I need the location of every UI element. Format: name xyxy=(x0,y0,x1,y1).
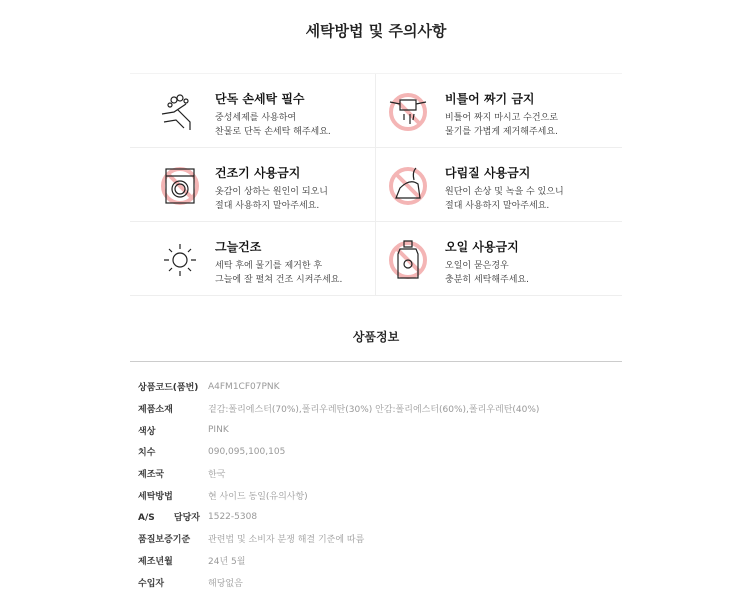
info-row xyxy=(138,419,539,441)
info-label: 제조국 xyxy=(138,470,165,481)
product-info-title: 상품정보 xyxy=(352,330,400,344)
info-value: 1522-5308 xyxy=(208,511,258,522)
info-value: 관련법 및 소비자 분쟁 해결 기준에 따름 xyxy=(208,535,365,546)
info-label: 제조년월 xyxy=(138,556,173,567)
info-row xyxy=(138,550,539,572)
info-label: 상품코드(품번) xyxy=(138,383,199,394)
care-heading: 오일 사용금지 xyxy=(445,240,519,254)
info-label: A/S 담당자 xyxy=(138,513,200,524)
no-oil-icon xyxy=(388,240,428,280)
info-label: 제품소재 xyxy=(138,405,173,416)
care-desc: 중성세제를 사용하여 xyxy=(215,113,297,123)
info-label: 수입자 xyxy=(138,578,165,589)
sun-icon xyxy=(160,240,200,280)
care-heading: 단독 손세탁 필수 xyxy=(215,92,305,106)
divider xyxy=(130,361,622,362)
product-info-table xyxy=(138,376,539,593)
info-value: 해당없음 xyxy=(208,578,243,589)
care-item xyxy=(376,74,622,147)
info-row xyxy=(138,376,539,398)
care-desc: 물기를 가볍게 제거해주세요. xyxy=(445,127,558,137)
info-row xyxy=(138,398,539,420)
care-desc: 비틀어 짜지 마시고 수건으로 xyxy=(445,113,558,123)
info-row xyxy=(138,441,539,463)
care-grid xyxy=(130,73,622,296)
care-heading: 비틀어 짜기 금지 xyxy=(445,92,535,106)
info-value: PINK xyxy=(208,425,229,436)
care-desc: 충분히 세탁해주세요. xyxy=(445,275,529,285)
info-label: 색상 xyxy=(138,426,156,437)
care-desc: 절대 사용하지 말아주세요. xyxy=(215,201,320,211)
info-label: 품질보증기준 xyxy=(138,535,191,546)
care-desc: 옷감이 상하는 원인이 되오니 xyxy=(215,187,328,197)
care-desc: 절대 사용하지 말아주세요. xyxy=(445,201,550,211)
care-title: 세탁방법 및 주의사항 xyxy=(305,22,447,40)
care-desc: 원단이 손상 및 녹을 수 있으니 xyxy=(445,187,564,197)
info-value: 현 사이드 동일(유의사항) xyxy=(208,491,308,502)
info-value: 24년 5월 xyxy=(208,556,246,567)
info-value: 090,095,100,105 xyxy=(208,446,286,457)
info-row xyxy=(138,571,539,593)
care-heading: 그늘건조 xyxy=(215,240,262,254)
info-value: 겉감:폴리에스터(70%),폴리우레탄(30%) 안감:폴리에스터(60%),폴리우레탄(40%) xyxy=(208,405,540,416)
info-value: 한국 xyxy=(208,470,226,481)
care-desc: 오일이 묻은경우 xyxy=(445,261,509,271)
no-dryer-icon xyxy=(160,166,200,206)
info-row xyxy=(138,484,539,506)
no-iron-icon xyxy=(388,166,428,206)
care-heading: 다림질 사용금지 xyxy=(445,166,531,180)
care-item xyxy=(376,148,622,221)
care-desc: 찬물로 단독 손세탁 해주세요. xyxy=(215,127,331,137)
care-heading: 건조기 사용금지 xyxy=(215,166,301,180)
info-row xyxy=(138,463,539,485)
info-label: 세탁방법 xyxy=(138,491,173,502)
care-desc: 세탁 후에 물기를 제거한 후 xyxy=(215,261,323,271)
care-item xyxy=(376,222,622,295)
care-desc: 그늘에 잘 펼쳐 건조 시켜주세요. xyxy=(215,275,343,285)
info-row xyxy=(138,506,539,528)
info-row xyxy=(138,528,539,550)
hand-wash-icon xyxy=(160,92,200,132)
care-item xyxy=(130,148,376,221)
no-wring-icon xyxy=(388,92,428,132)
care-item xyxy=(130,74,376,147)
info-value: A4FM1CF07PNK xyxy=(208,381,280,392)
info-label: 치수 xyxy=(138,448,156,459)
care-item xyxy=(130,222,376,295)
